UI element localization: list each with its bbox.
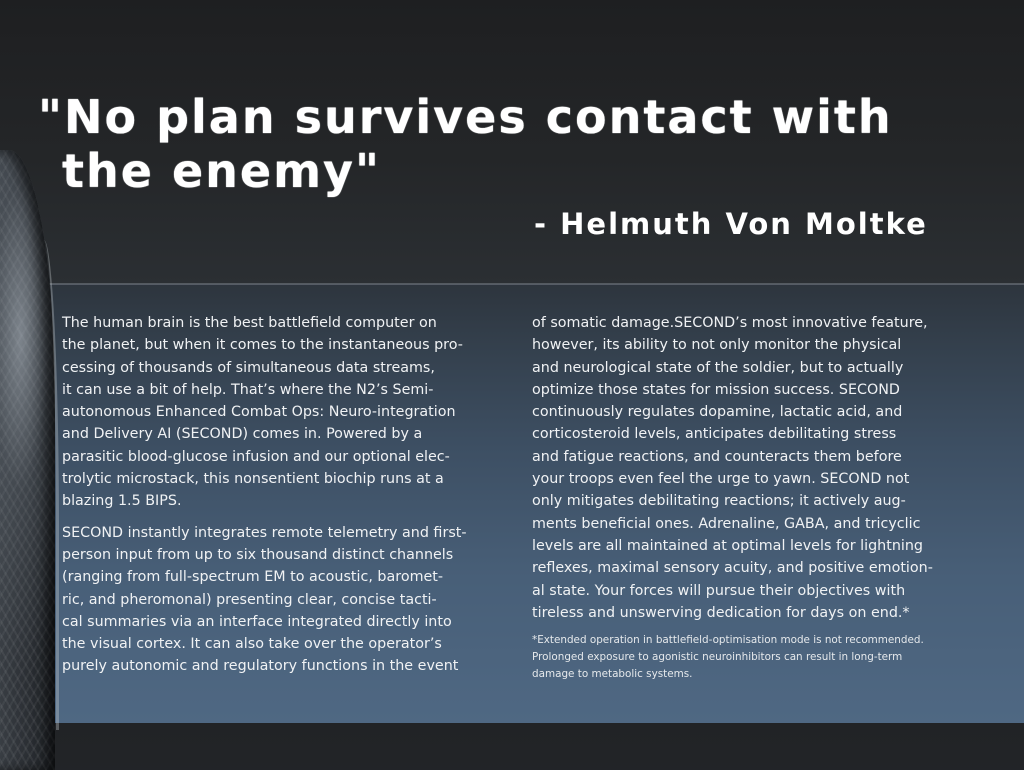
paragraph-integration: SECOND instantly integrates remote telemetry and first- person input from up to six thousand distinct channels (ranging from full-spectrum EM to acoustic, baromet- ric, and pheromonal) presenting clear, concise tacti- cal summaries via an interface integrated directly into the visual cortex. It can also take over the operator’s purely autonomic and regulatory functions in the event [62, 524, 467, 675]
quote-attribution: - Helmuth Von Moltke [534, 207, 928, 241]
text-column-left [62, 312, 502, 678]
paragraph-intro: The human brain is the best battlefield computer on the planet, but when it comes to the instantaneous pro- cessing of thousands of simultaneous data streams, it can use a bit of help. That’s where the N2’s Semi- autonomous Enhanced Combat Ops: Neuro-integration and Delivery AI (SECOND) comes in. Powered by a parasitic blood-glucose infusion and our optional elec- trolytic microstack, this nonsentient biochip runs at a blazing 1.5 BIPS. [62, 315, 463, 510]
quote-line-1: "No plan survives contact with [38, 90, 893, 144]
quote-line-2: the enemy" [62, 144, 381, 198]
quote-heading [38, 90, 938, 198]
text-column-right [532, 312, 972, 683]
footnote: *Extended operation in battlefield-optimisation mode is not recommended. Prolonged exposure to agonistic neuroinhibitors can result in long-term damage to metabolic systems. [532, 634, 924, 681]
armor-rim [34, 240, 59, 730]
paragraph-optimization: of somatic damage.SECOND’s most innovative feature, however, its ability to not only monitor the physical and neurological state of the soldier, but to actually optimize those states for mission success. SECOND continuously regulates dopamine, lactatic acid, and corticosteroid levels, anticipates debilitating stress and fatigue reactions, and counteracts them before your troops even feel the urge to yawn. SECOND not only mitigates debilitating reactions; it actively aug- ments beneficial ones. Adrenaline, GABA, and tricyclic levels are all maintained at optimal levels for lightning reflexes, maximal sensory acuity, and positive emotion- al state. Your forces will pursue their objectives with tireless and unswerving dedication for days on end.* [532, 315, 933, 621]
